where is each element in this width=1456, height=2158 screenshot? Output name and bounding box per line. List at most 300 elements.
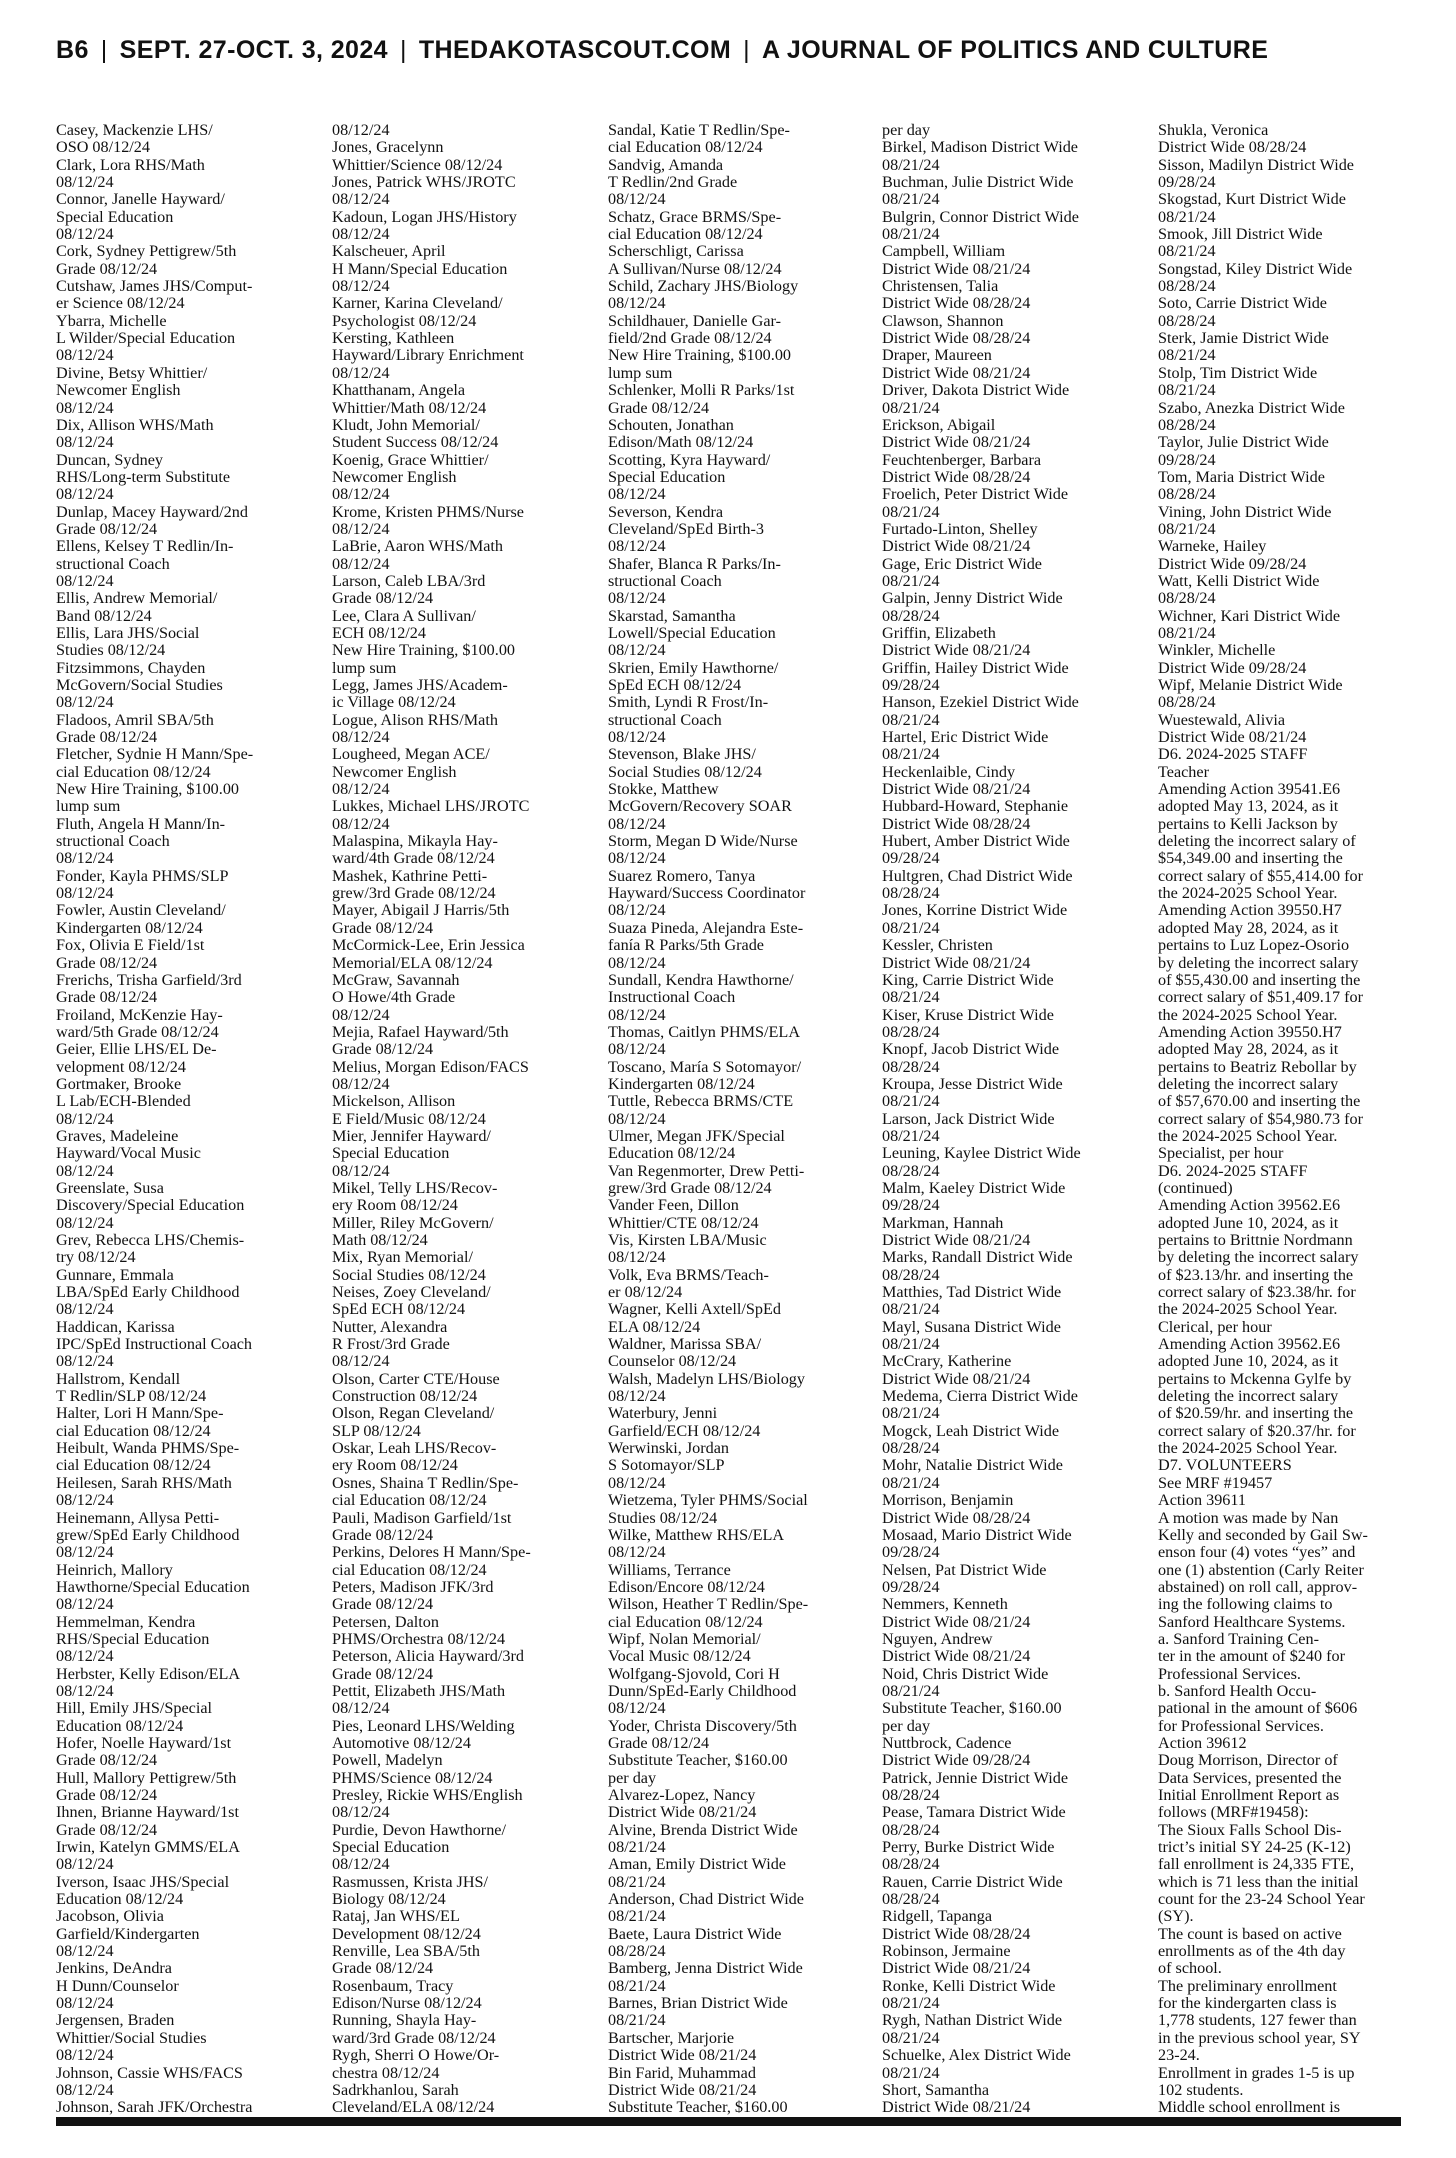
text-line: 08/12/24	[56, 225, 114, 244]
text-line: Bin Farid, Muhammad	[608, 2063, 756, 2082]
text-line: Lowell/Special Education	[608, 623, 776, 642]
text-line: Patrick, Jennie District Wide	[882, 1768, 1069, 1787]
text-line: 08/12/24	[332, 190, 390, 209]
text-line: Scotting, Kyra Hayward/	[608, 450, 771, 469]
text-line: 09/28/24	[882, 1196, 940, 1215]
text-line: Teacher	[1158, 762, 1209, 781]
text-line: Rataj, Jan WHS/EL	[332, 1907, 460, 1926]
text-line: Grade 08/12/24	[608, 398, 710, 417]
text-line: Warneke, Hailey	[1158, 537, 1267, 556]
text-line: Heinemann, Allysa Petti-	[56, 1508, 220, 1527]
text-line: District Wide 08/21/24	[882, 363, 1031, 382]
text-line: Knopf, Jacob District Wide	[882, 1040, 1060, 1059]
text-line: 08/12/24	[332, 1803, 390, 1822]
text-line: 08/21/24	[608, 2011, 666, 2030]
text-line: Kadoun, Logan JHS/History	[332, 207, 517, 226]
text-line: District Wide 08/28/24	[1158, 138, 1307, 157]
text-line: Grade 08/12/24	[56, 519, 158, 538]
text-line: 08/12/24	[608, 814, 666, 833]
text-line: cial Education 08/12/24	[56, 1421, 211, 1440]
text-line: Petersen, Dalton	[332, 1612, 439, 1631]
text-line: SpEd ECH 08/12/24	[332, 1300, 466, 1319]
text-line: the 2024-2025 School Year.	[1158, 884, 1338, 903]
text-line: cial Education 08/12/24	[608, 225, 763, 244]
text-line: 09/28/24	[1158, 173, 1216, 192]
text-line: Szabo, Anezka District Wide	[1158, 398, 1345, 417]
text-line: Froelich, Peter District Wide	[882, 485, 1069, 504]
text-line: Lougheed, Megan ACE/	[332, 745, 490, 764]
text-line: 08/12/24	[56, 1595, 114, 1614]
text-line: Instructional Coach	[608, 988, 736, 1007]
text-line: Johnson, Cassie WHS/FACS	[56, 2063, 243, 2082]
text-line: Wipf, Melanie District Wide	[1158, 676, 1343, 694]
text-line: pertains to Luz Lopez-Osorio	[1158, 936, 1350, 955]
text-line: 08/21/24	[1158, 381, 1216, 400]
text-line: Vis, Kirsten LBA/Music	[608, 1231, 767, 1249]
text-line: Stolp, Tim District Wide	[1158, 363, 1318, 382]
text-line: of $57,670.00 and inserting the	[1158, 1092, 1361, 1111]
text-line: McGovern/Recovery SOAR	[608, 797, 792, 816]
text-line: Substitute Teacher, $160.00	[608, 1751, 788, 1770]
text-line: Nutter, Alexandra	[332, 1317, 448, 1336]
text-line: Hawthorne/Special Education	[56, 1577, 250, 1596]
text-line: Williams, Terrance	[608, 1560, 731, 1579]
text-line: deleting the incorrect salary	[1158, 1387, 1339, 1406]
text-line: 08/21/24	[882, 1335, 940, 1354]
text-line: Erickson, Abigail	[882, 415, 996, 434]
text-line: 08/21/24	[882, 2028, 940, 2047]
text-line: enson four (4) votes “yes” and	[1158, 1543, 1356, 1562]
text-line: RHS/Long-term Substitute	[56, 467, 231, 486]
text-line: Smook, Jill District Wide	[1158, 225, 1323, 244]
text-line: ward/4th Grade 08/12/24	[332, 849, 495, 868]
text-line: McCormick-Lee, Erin Jessica	[332, 936, 525, 955]
text-line: Hartel, Eric District Wide	[882, 728, 1049, 747]
text-line: Action 39612	[1158, 1733, 1247, 1752]
text-line: 08/12/24	[56, 1352, 114, 1371]
text-line: Robinson, Jermaine	[882, 1942, 1011, 1961]
text-line: Wuestewald, Alivia	[1158, 710, 1286, 729]
text-line: Greenslate, Susa	[56, 1178, 164, 1197]
text-line: 08/12/24	[56, 693, 114, 712]
text-line: Social Studies 08/12/24	[608, 762, 762, 781]
text-line: Baete, Laura District Wide	[608, 1924, 782, 1943]
text-line: Hayward/Library Enrichment	[332, 346, 524, 365]
text-line: Gortmaker, Brooke	[56, 1074, 182, 1093]
text-line: McCrary, Katherine	[882, 1352, 1012, 1371]
text-line: Severson, Kendra	[608, 502, 724, 521]
text-line: 09/28/24	[1158, 450, 1216, 469]
text-line: Amending Action 39550.H7	[1158, 1022, 1342, 1041]
text-line: lump sum	[332, 658, 397, 677]
text-line: 08/12/24	[56, 1681, 114, 1700]
text-line: abstained) on roll call, approv-	[1158, 1577, 1358, 1596]
text-line: 08/12/24	[608, 589, 666, 608]
text-line: 08/21/24	[1158, 242, 1216, 261]
text-line: 08/21/24	[882, 571, 940, 590]
text-line: Fluth, Angela H Mann/In-	[56, 814, 226, 833]
column-1	[56, 122, 306, 2117]
text-line: Doug Morrison, Director of	[1158, 1751, 1338, 1770]
text-line: Hill, Emily JHS/Special	[56, 1699, 213, 1718]
text-line: 08/12/24	[608, 1699, 666, 1718]
text-line: Grev, Rebecca LHS/Chemis-	[56, 1231, 245, 1249]
text-line: cial Education 08/12/24	[56, 1456, 211, 1475]
text-line: District Wide 08/21/24	[882, 259, 1031, 278]
text-line: Yoder, Christa Discovery/5th	[608, 1716, 797, 1735]
text-line: District Wide 08/21/24	[882, 641, 1031, 660]
text-line: Newcomer English	[332, 467, 457, 486]
text-line: Bamberg, Jenna District Wide	[608, 1959, 803, 1978]
text-line: 08/21/24	[882, 190, 940, 209]
text-line: Haddican, Karissa	[56, 1317, 175, 1336]
text-line: Alvine, Brenda District Wide	[608, 1820, 798, 1839]
text-line: of $55,430.00 and inserting the	[1158, 970, 1361, 989]
text-line: Grade 08/12/24	[56, 259, 158, 278]
text-line: Wipf, Nolan Memorial/	[608, 1629, 761, 1648]
column-3	[608, 122, 858, 2117]
text-line: Presley, Rickie WHS/English	[332, 1786, 523, 1804]
text-line: Alvarez-Lopez, Nancy	[608, 1786, 756, 1804]
text-line: Math 08/12/24	[332, 1231, 428, 1249]
text-line: District Wide 08/21/24	[882, 953, 1031, 972]
text-line: 08/12/24	[56, 346, 114, 365]
text-line: 08/28/24	[882, 1022, 940, 1041]
text-line: Grade 08/12/24	[56, 1786, 158, 1804]
text-line: Studies 08/12/24	[56, 641, 166, 660]
text-line: Barnes, Brian District Wide	[608, 1994, 788, 2013]
text-line: Hull, Mallory Pettigrew/5th	[56, 1768, 237, 1787]
text-line: count for the 23-24 School Year	[1158, 1890, 1365, 1909]
text-line: 08/12/24	[56, 2080, 114, 2099]
text-line: field/2nd Grade 08/12/24	[608, 329, 772, 348]
text-line: per day	[608, 1768, 657, 1787]
text-line: Schatz, Grace BRMS/Spe-	[608, 207, 782, 226]
text-line: Halter, Lori H Mann/Spe-	[56, 1404, 224, 1423]
text-line: ery Room 08/12/24	[332, 1196, 458, 1215]
text-line: Hemmelman, Kendra	[56, 1612, 196, 1631]
text-line: fall enrollment is 24,335 FTE,	[1158, 1855, 1355, 1874]
text-line: Hallstrom, Kendall	[56, 1369, 181, 1388]
text-line: Scherschligt, Carissa	[608, 242, 744, 261]
text-line: Newcomer English	[332, 762, 457, 781]
text-line: pertains to Beatriz Rebollar by	[1158, 1057, 1357, 1076]
text-line: 08/21/24	[882, 1300, 940, 1319]
text-line: Education 08/12/24	[56, 1716, 184, 1735]
text-line: 08/21/24	[882, 988, 940, 1007]
text-line: Cork, Sydney Pettigrew/5th	[56, 242, 237, 261]
text-line: Whittier/Social Studies	[56, 2028, 207, 2047]
text-line: 08/28/24	[882, 606, 940, 625]
text-line: Cleveland/ELA 08/12/24	[332, 2098, 495, 2117]
text-line: 08/28/24	[882, 1786, 940, 1804]
text-line: 08/12/24	[332, 277, 390, 296]
text-line: Karner, Karina Cleveland/	[332, 294, 503, 313]
text-line: for Professional Services.	[1158, 1716, 1324, 1735]
text-line: deleting the incorrect salary of	[1158, 832, 1356, 851]
text-line: Smith, Lyndi R Frost/In-	[608, 693, 769, 712]
text-line: for the kindergarten class is	[1158, 1994, 1337, 2013]
text-line: Sandal, Katie T Redlin/Spe-	[608, 122, 790, 139]
text-line: Sisson, Madilyn District Wide	[1158, 155, 1354, 174]
text-line: lump sum	[56, 797, 121, 816]
text-line: 09/28/24	[882, 1577, 940, 1596]
text-line: 08/12/24	[332, 728, 390, 747]
text-line: Development 08/12/24	[332, 1924, 481, 1943]
text-line: cial Education 08/12/24	[332, 1491, 487, 1510]
text-line: Peters, Madison JFK/3rd	[332, 1577, 494, 1596]
text-line: Frerichs, Trisha Garfield/3rd	[56, 970, 242, 989]
text-line: pertains to Mckenna Gylfe by	[1158, 1369, 1352, 1388]
text-line: Kindergarten 08/12/24	[608, 1074, 755, 1093]
text-line: Wilke, Matthew RHS/ELA	[608, 1525, 785, 1544]
text-line: 08/21/24	[882, 398, 940, 417]
text-line: Skogstad, Kurt District Wide	[1158, 190, 1346, 209]
text-line: District Wide 08/28/24	[882, 294, 1031, 313]
text-line: 08/12/24	[608, 1040, 666, 1059]
text-line: 1,778 students, 127 fewer than	[1158, 2011, 1357, 2030]
text-line: Wilson, Heather T Redlin/Spe-	[608, 1595, 809, 1614]
text-line: Anderson, Chad District Wide	[608, 1890, 804, 1909]
text-line: the 2024-2025 School Year.	[1158, 1005, 1338, 1024]
text-line: grew/SpEd Early Childhood	[56, 1525, 240, 1544]
text-line: Heckenlaible, Cindy	[882, 762, 1016, 781]
text-line: Olson, Carter CTE/House	[332, 1369, 500, 1388]
text-line: Clark, Lora RHS/Math	[56, 155, 205, 174]
text-line: Mayl, Susana District Wide	[882, 1317, 1061, 1336]
text-line: Special Education	[332, 1144, 450, 1163]
text-line: by deleting the incorrect salary	[1158, 1248, 1359, 1267]
text-line: Ulmer, Megan JFK/Special	[608, 1126, 785, 1145]
text-line: Griffin, Elizabeth	[882, 623, 996, 642]
text-line: Tuttle, Rebecca BRMS/CTE	[608, 1092, 794, 1111]
text-line: Garfield/ECH 08/12/24	[608, 1421, 761, 1440]
column-2	[332, 122, 582, 2117]
text-line: 08/12/24	[56, 173, 114, 192]
text-line: Amending Action 39541.E6	[1158, 780, 1341, 799]
text-line: Logue, Alison RHS/Math	[332, 710, 498, 729]
text-line: Sandvig, Amanda	[608, 155, 724, 174]
text-line: Fladoos, Amril SBA/5th	[56, 710, 214, 729]
text-line: Thomas, Caitlyn PHMS/ELA	[608, 1022, 801, 1041]
text-line: Jones, Korrine District Wide	[882, 901, 1068, 920]
text-line: Taylor, Julie District Wide	[1158, 433, 1329, 452]
text-line: 08/21/24	[1158, 623, 1216, 642]
text-line: cial Education 08/12/24	[56, 762, 211, 781]
text-line: Peterson, Alicia Hayward/3rd	[332, 1647, 524, 1666]
text-line: IPC/SpEd Instructional Coach	[56, 1335, 253, 1354]
text-line: Heibult, Wanda PHMS/Spe-	[56, 1439, 240, 1458]
text-line: Stokke, Matthew	[608, 780, 719, 799]
text-line: Jergensen, Braden	[56, 2011, 175, 2030]
text-line: follows (MRF#19458):	[1158, 1803, 1309, 1822]
text-line: 08/12/24	[56, 1855, 114, 1874]
text-line: of $20.59/hr. and inserting the	[1158, 1404, 1354, 1423]
text-line: enrollments as of the 4th day	[1158, 1942, 1346, 1961]
text-line: 08/12/24	[332, 519, 390, 538]
text-line: Grade 08/12/24	[332, 1664, 434, 1683]
text-line: Duncan, Sydney	[56, 450, 163, 469]
text-line: Whittier/Science 08/12/24	[332, 155, 503, 174]
text-line: 08/12/24	[56, 1994, 114, 2013]
text-line: 08/12/24	[56, 2046, 114, 2065]
text-line: T Redlin/SLP 08/12/24	[56, 1387, 207, 1406]
text-line: ELA 08/12/24	[608, 1317, 701, 1336]
text-line: 08/21/24	[608, 1976, 666, 1995]
text-line: 08/28/24	[1158, 311, 1216, 330]
text-line: District Wide 08/21/24	[882, 1959, 1031, 1978]
text-line: Shukla, Veronica	[1158, 122, 1269, 139]
text-line: 08/12/24	[56, 1647, 114, 1666]
text-line: 08/12/24	[608, 1387, 666, 1406]
text-line: Markman, Hannah	[882, 1213, 1004, 1232]
text-line: 08/28/24	[1158, 485, 1216, 504]
text-line: 08/12/24	[56, 1213, 114, 1232]
text-line: which is 71 less than the initial	[1158, 1872, 1359, 1891]
text-line: Legg, James JHS/Academ-	[332, 676, 508, 694]
text-line: District Wide 09/28/24	[1158, 658, 1307, 677]
text-line: Clawson, Shannon	[882, 311, 1004, 330]
text-line: 08/12/24	[332, 1005, 390, 1024]
text-line: PHMS/Science 08/12/24	[332, 1768, 493, 1787]
text-line: Vander Feen, Dillon	[608, 1196, 739, 1215]
text-line: District Wide 08/28/24	[882, 814, 1031, 833]
text-line: LaBrie, Aaron WHS/Math	[332, 537, 503, 556]
text-line: Schlenker, Molli R Parks/1st	[608, 381, 795, 400]
text-line: The preliminary enrollment	[1158, 1976, 1337, 1995]
text-line: D7. VOLUNTEERS	[1158, 1456, 1292, 1475]
text-line: Malaspina, Mikayla Hay-	[332, 832, 498, 851]
text-line: See MRF #19457	[1158, 1473, 1273, 1492]
text-line: (SY).	[1158, 1907, 1194, 1926]
text-line: H Dunn/Counselor	[56, 1976, 179, 1995]
text-line: Graves, Madeleine	[56, 1126, 179, 1145]
text-line: Watt, Kelli District Wide	[1158, 571, 1320, 590]
text-line: Driver, Dakota District Wide	[882, 381, 1070, 400]
text-line: Grade 08/12/24	[56, 988, 158, 1007]
text-line: 08/28/24	[882, 1439, 940, 1458]
text-line: Bartscher, Marjorie	[608, 2028, 735, 2047]
text-line: 08/28/24	[882, 1265, 940, 1284]
text-line: The count is based on active	[1158, 1924, 1342, 1943]
text-line: 08/21/24	[1158, 519, 1216, 538]
text-line: E Field/Music 08/12/24	[332, 1109, 486, 1128]
text-line: 08/28/24	[882, 884, 940, 903]
text-line: Mashek, Kathrine Petti-	[332, 866, 488, 885]
text-line: Khatthanam, Angela	[332, 381, 466, 400]
text-line: 08/12/24	[56, 433, 114, 452]
text-line: correct salary of $20.37/hr. for	[1158, 1421, 1356, 1440]
text-line: 08/12/24	[608, 190, 666, 209]
text-line: 08/21/24	[608, 1872, 666, 1891]
text-line: A motion was made by Nan	[1158, 1508, 1339, 1527]
text-line: LBA/SpEd Early Childhood	[56, 1283, 240, 1302]
text-line: A Sullivan/Nurse 08/12/24	[608, 259, 782, 278]
text-line: Furtado-Linton, Shelley	[882, 519, 1038, 538]
text-line: Wichner, Kari District Wide	[1158, 606, 1341, 625]
text-line: Buchman, Julie District Wide	[882, 173, 1074, 192]
text-line: Gage, Eric District Wide	[882, 554, 1042, 573]
text-line: ECH 08/12/24	[332, 623, 426, 642]
text-line: New Hire Training, $100.00	[608, 346, 792, 365]
text-line: structional Coach	[56, 832, 170, 851]
text-line: Amending Action 39562.E6	[1158, 1335, 1341, 1354]
text-line: Dix, Allison WHS/Math	[56, 415, 214, 434]
text-line: Automotive 08/12/24	[332, 1733, 471, 1752]
text-line: Amending Action 39550.H7	[1158, 901, 1342, 920]
text-line: District Wide 08/21/24	[882, 433, 1031, 452]
text-line: Gunnare, Emmala	[56, 1265, 174, 1284]
text-line: 08/12/24	[608, 1248, 666, 1267]
text-line: Rauen, Carrie District Wide	[882, 1872, 1063, 1891]
text-line: ing the following claims to	[1158, 1595, 1333, 1614]
text-line: 08/12/24	[608, 1473, 666, 1492]
text-line: District Wide 08/28/24	[882, 1508, 1031, 1527]
text-line: District Wide 08/21/24	[882, 1369, 1031, 1388]
text-line: 08/21/24	[882, 155, 940, 174]
text-line: District Wide 08/21/24	[1158, 728, 1307, 747]
text-line: Grade 08/12/24	[56, 953, 158, 972]
text-line: 08/21/24	[882, 1404, 940, 1423]
text-line: b. Sanford Health Occu-	[1158, 1681, 1317, 1700]
text-line: one (1) abstention (Carly Reiter	[1158, 1560, 1364, 1579]
text-line: pertains to Brittnie Nordmann	[1158, 1231, 1353, 1249]
text-line: Kalscheuer, April	[332, 242, 446, 261]
text-line: Hubbard-Howard, Stephanie	[882, 797, 1069, 816]
text-line: Werwinski, Jordan	[608, 1439, 729, 1458]
text-line: 08/21/24	[882, 502, 940, 521]
text-line: Mier, Jennifer Hayward/	[332, 1126, 491, 1145]
text-line: 08/12/24	[332, 485, 390, 504]
text-line: Schild, Zachary JHS/Biology	[608, 277, 799, 296]
text-line: Miller, Riley McGovern/	[332, 1213, 494, 1232]
text-line: Special Education	[56, 207, 174, 226]
text-line: Ybarra, Michelle	[56, 311, 167, 330]
text-line: Stevenson, Blake JHS/	[608, 745, 756, 764]
text-line: Geier, Ellie LHS/EL De-	[56, 1040, 217, 1059]
text-line: deleting the incorrect salary	[1158, 1074, 1339, 1093]
text-line: Schildhauer, Danielle Gar-	[608, 311, 781, 330]
text-line: Garfield/Kindergarten	[56, 1924, 200, 1943]
text-line: Schuelke, Alex District Wide	[882, 2046, 1071, 2065]
text-line: 08/28/24	[1158, 277, 1216, 296]
text-line: 08/21/24	[882, 1994, 940, 2013]
text-line: 08/28/24	[1158, 415, 1216, 434]
text-line: Psychologist 08/12/24	[332, 311, 477, 330]
text-line: Songstad, Kiley District Wide	[1158, 259, 1353, 278]
text-line: 08/21/24	[882, 1681, 940, 1700]
text-line: Edison/Math 08/12/24	[608, 433, 754, 452]
text-line: District Wide 08/28/24	[882, 467, 1031, 486]
text-line: 08/12/24	[332, 363, 390, 382]
text-line: 08/12/24	[56, 1491, 114, 1510]
text-line: of $23.13/hr. and inserting the	[1158, 1265, 1354, 1284]
text-line: a. Sanford Training Cen-	[1158, 1629, 1319, 1648]
text-line: 08/12/24	[608, 1005, 666, 1024]
text-line: District Wide 08/28/24	[882, 329, 1031, 348]
text-line: correct salary of $54,980.73 for	[1158, 1109, 1363, 1128]
text-line: 08/12/24	[56, 1161, 114, 1180]
text-line: 09/28/24	[882, 1543, 940, 1562]
text-line: 08/12/24	[56, 1109, 114, 1128]
text-line: 08/12/24	[56, 1543, 114, 1562]
text-line: Grade 08/12/24	[332, 918, 434, 937]
text-line: Soto, Carrie District Wide	[1158, 294, 1327, 313]
text-line: D6. 2024-2025 STAFF	[1158, 745, 1308, 764]
text-line: Grade 08/12/24	[332, 589, 434, 608]
text-line: Special Education	[332, 1838, 450, 1857]
text-line: Sundall, Kendra Hawthorne/	[608, 970, 794, 989]
